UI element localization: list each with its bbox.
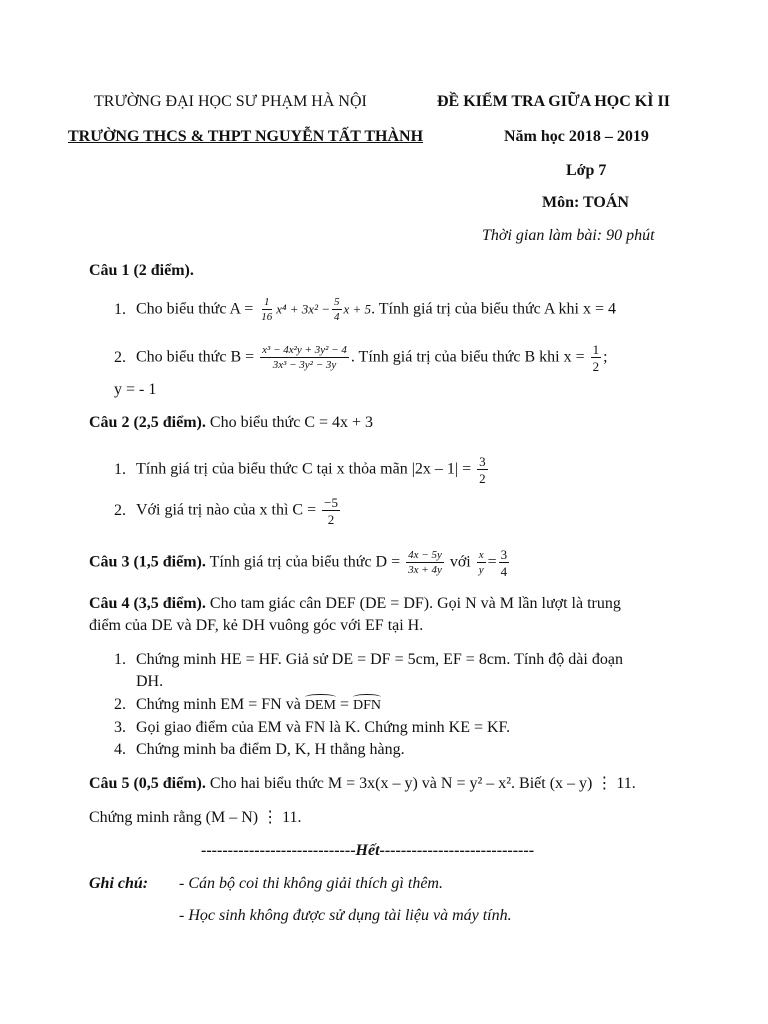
fraction-numerator: 4x − 5y bbox=[408, 549, 442, 561]
q4-item-4-text: Chứng minh ba điểm D, K, H thẳng hàng. bbox=[136, 741, 405, 758]
subject: Môn: TOÁN bbox=[542, 194, 629, 211]
fraction-denominator: 16 bbox=[261, 311, 273, 323]
fraction-numerator: 5 bbox=[334, 296, 340, 308]
university-name: TRƯỜNG ĐẠI HỌC SƯ PHẠM HÀ NỘI bbox=[94, 93, 367, 110]
end-marker bbox=[201, 842, 534, 860]
fraction-denominator: y bbox=[478, 564, 484, 576]
fraction-numerator: 3 bbox=[479, 454, 486, 469]
q2-item-2-number: 2. bbox=[114, 501, 126, 519]
fraction-denominator: 2 bbox=[327, 512, 335, 527]
q1-title: Câu 1 (2 điểm). bbox=[89, 262, 194, 279]
exam-duration: Thời gian làm bài: 90 phút bbox=[482, 227, 655, 244]
q4-item-2 bbox=[114, 695, 381, 716]
q5-line-2: Chứng minh rằng (M – N) ⋮ 11. bbox=[89, 809, 302, 826]
q5-title: Câu 5 (0,5 điểm). bbox=[89, 775, 206, 792]
q2-item-2 bbox=[114, 496, 342, 526]
q1-item-2-text: Cho biểu thức B = bbox=[136, 348, 259, 366]
q5-line-1: Cho hai biểu thức M = 3x(x – y) và N = y² – x². Biết (x – y) ⋮ 11. bbox=[205, 775, 636, 792]
q3-title: Câu 3 (1,5 điểm). bbox=[89, 553, 206, 571]
fraction-denominator: 2 bbox=[479, 471, 486, 486]
fraction-numerator: 1 bbox=[264, 296, 270, 308]
note-label: Ghi chú: bbox=[89, 875, 149, 892]
school-name: TRƯỜNG THCS & THPT NGUYỄN TẤT THÀNH bbox=[68, 128, 424, 145]
q3-fraction-value bbox=[499, 548, 510, 578]
q4-item-1-text: Chứng minh HE = HF. Giả sử DE = DF = 5cm, EF = 8cm. Tính độ dài đoạn bbox=[136, 651, 623, 668]
q4-item-3-number: 3. bbox=[114, 719, 126, 736]
q1-fraction-2 bbox=[332, 297, 342, 323]
q2-item-1-text: Tính giá trị của biểu thức C tại x thỏa mãn |2x – 1| = bbox=[136, 460, 476, 478]
fraction-denominator: 2 bbox=[592, 359, 600, 374]
semicolon: ; bbox=[603, 348, 608, 366]
q1-fraction-x bbox=[591, 343, 602, 373]
school-year: Năm học 2018 – 2019 bbox=[504, 128, 649, 145]
q1-item-1-question: . Tính giá trị của biểu thức A khi x = 4 bbox=[371, 300, 616, 318]
dash-line-right: ----------------------------- bbox=[379, 842, 535, 859]
q2-header bbox=[89, 413, 373, 433]
q3-text: Tính giá trị của biểu thức D = bbox=[205, 553, 405, 571]
q1-expression-part: x⁴ + 3x² − bbox=[276, 301, 331, 317]
q1-item-2 bbox=[114, 343, 608, 373]
fraction-numerator: 1 bbox=[592, 342, 600, 357]
q2-title: Câu 2 (2,5 điểm). bbox=[89, 414, 206, 431]
fraction-denominator: 4 bbox=[334, 311, 340, 323]
q4-item-3 bbox=[114, 718, 510, 738]
fraction-numerator: 3 bbox=[500, 547, 508, 562]
end-word: Hết bbox=[355, 842, 380, 859]
q2-item-1 bbox=[114, 455, 490, 485]
q4-intro-line-2: điểm của DE và DF, kẻ DH vuông góc với EF tại H. bbox=[89, 617, 424, 634]
angle-dem: DEM bbox=[305, 696, 336, 716]
exam-title: ĐỀ KIỂM TRA GIỮA HỌC KÌ II bbox=[437, 93, 670, 110]
fraction-denominator: 3x³ − 3y² − 3y bbox=[272, 359, 337, 371]
q1-item-2-continuation: y = - 1 bbox=[114, 381, 157, 398]
q4-item-4 bbox=[114, 740, 405, 760]
q4-item-4-number: 4. bbox=[114, 741, 126, 758]
fraction-numerator: x³ − 4x²y + 3y² − 4 bbox=[262, 344, 347, 356]
q4-title: Câu 4 (3,5 điểm). bbox=[89, 595, 206, 612]
q4-item-1-continuation: DH. bbox=[136, 673, 164, 690]
q4-item-1-number: 1. bbox=[114, 651, 126, 668]
q2-item-2-text: Với giá trị nào của x thì C = bbox=[136, 501, 321, 519]
fraction-denominator: 4 bbox=[500, 564, 508, 579]
q3-fraction-ratio bbox=[477, 550, 486, 576]
q4-item-2-text: Chứng minh EM = FN và bbox=[136, 696, 305, 713]
fraction-numerator: x bbox=[478, 549, 484, 561]
q3-connector: với bbox=[445, 553, 475, 571]
q4-item-1 bbox=[114, 650, 623, 670]
fraction-numerator: −5 bbox=[324, 495, 338, 510]
q2-intro: Cho biểu thức C = 4x + 3 bbox=[205, 414, 374, 431]
q4-header bbox=[89, 594, 621, 614]
q4-intro-line-1: Cho tam giác cân DEF (DE = DF). Gọi N và M lần lượt là trung bbox=[205, 595, 621, 612]
q4-item-3-text: Gọi giao điểm của EM và FN là K. Chứng minh KE = KF. bbox=[136, 719, 511, 736]
q1-item-1-number: 1. bbox=[114, 300, 126, 318]
fraction-denominator: 3x + 4y bbox=[408, 564, 442, 576]
q1-item-1-text: Cho biểu thức A = bbox=[136, 300, 258, 318]
equals-sign: = bbox=[487, 553, 497, 571]
q2-fraction-2 bbox=[322, 496, 340, 526]
angle-dfn: DFN bbox=[353, 696, 381, 716]
q3-line bbox=[89, 548, 511, 578]
q2-item-1-number: 1. bbox=[114, 460, 126, 478]
q3-fraction-d bbox=[406, 550, 444, 576]
q1-item-2-question: . Tính giá trị của biểu thức B khi x = bbox=[350, 348, 589, 366]
q1-fraction-b bbox=[260, 345, 349, 371]
q2-fraction-1 bbox=[477, 455, 488, 485]
q1-expression-part: x + 5 bbox=[343, 301, 372, 317]
dash-line-left: ----------------------------- bbox=[201, 842, 356, 859]
q1-item-2-number: 2. bbox=[114, 348, 126, 366]
note-2: - Học sinh không được sử dụng tài liệu và máy tính. bbox=[179, 907, 512, 924]
q4-item-2-number: 2. bbox=[114, 696, 126, 713]
equals-sign: = bbox=[335, 696, 353, 713]
q1-fraction-1 bbox=[259, 297, 274, 323]
grade: Lớp 7 bbox=[566, 162, 607, 179]
note-1: - Cán bộ coi thi không giải thích gì thêm. bbox=[179, 875, 443, 892]
q1-item-1 bbox=[114, 297, 616, 323]
q5-header bbox=[89, 774, 636, 794]
